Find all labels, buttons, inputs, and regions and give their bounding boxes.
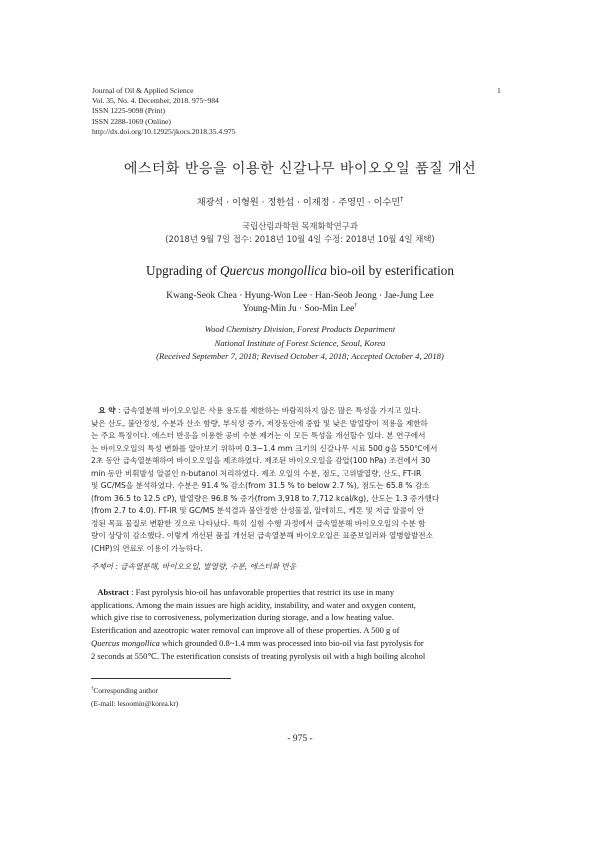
page-number-bottom: - 975 -: [287, 734, 313, 744]
abstract-ko-line: (from 2.7 to 4.0). FT-IR 및 GC/MS 분석결과 불안정한 산성물질, 알데히드, 케톤 및 저급 알콜이 안: [91, 506, 425, 516]
authors-korean: [0, 194, 600, 208]
footnote-mark: †: [91, 686, 94, 692]
corresponding-mark: †: [400, 195, 404, 203]
abstract-ko-line: 량이 상당히 감소했다. 이렇게 개선된 품질 개선된 급속열분해 바이오오일은 표준보일러와 열병합발전소: [91, 531, 433, 541]
title-english-species: Quercus mongollica: [220, 263, 327, 278]
abstract-en-line: 2 seconds at 550℃. The esterification consists of treating pyrolysis oil with a high boiling alcohol: [91, 650, 426, 661]
abstract-ko-line: 정된 목표 물질로 변환한 것으로 나타났다. 특히 실험 수행 과정에서 급속열분해 바이오오일의 수분 함: [91, 518, 426, 528]
affiliation-inst: National Institute of Forest Science, Seoul, Korea: [214, 337, 386, 348]
abstract-ko-line: (from 36.5 to 12.5 cP), 발열량은 96.8 % 증가(from 3,918 to 7,712 kcal/kg), 산도는 1.3 증가했다: [91, 493, 440, 503]
abstract-korean: [91, 405, 511, 556]
footnote-author: [91, 685, 178, 698]
abstract-ko-line: 는 주요 특징이다. 에스터 반응을 이용한 공비 수분 제거는 이 모든 특성을 개선할수 있다. 본 연구에서: [91, 431, 426, 441]
abstract-en-text: which grounded 0.8~1.4 mm was processed into bio-oil via fast pyrolysis for: [161, 637, 424, 648]
issn-online: ISSN 2288-1069 (Online): [92, 116, 171, 126]
journal-name: Journal of Oil & Applied Science: [92, 86, 194, 95]
abstract-ko-line: (CHP)의 연료로 이용이 가능하다.: [91, 544, 203, 554]
footnote-email[interactable]: (E-mail: lesoomin@korea.kr): [91, 698, 179, 708]
affiliation-english: [0, 323, 600, 364]
footnote: [91, 685, 178, 710]
affiliation-korean-name: 국립산림과학원 목재화학연구과: [242, 221, 358, 231]
abstract-en-species: Quercus mongollica: [91, 637, 160, 648]
abstract-en-line: Esterification and azeotropic water removal can improve all of these properties. A 500 g of: [91, 625, 400, 636]
abstract-ko-label: 요 약: [98, 406, 116, 415]
page-number-top: 1: [497, 86, 501, 95]
abstract-en-sep: :: [129, 587, 136, 597]
abstract-en-line: which give rise to corrosiveness, polymerization during storage, and a low heating value.: [91, 612, 394, 623]
authors-english-line2-wrap: [0, 303, 600, 316]
abstract-en-text: Fast pyrolysis bio-oil has unfavorable properties that restrict its use in many: [135, 587, 395, 597]
affiliation-dept: Wood Chemistry Division, Forest Products Department: [204, 324, 396, 334]
doi-link[interactable]: http://dx.doi.org/10.12925/jkocs.2018.35.4.975: [92, 126, 236, 136]
abstract-en-label: Abstract: [97, 587, 130, 597]
affiliation-korean: [0, 220, 600, 246]
footnote-rule: [91, 678, 231, 679]
abstract-ko-line: 2초 동안 급속열분해하여 바이오오일을 제조하였다. 제조된 바이오오일을 감압(100 hPa) 조건에서 30: [91, 456, 431, 466]
abstract-english: [91, 586, 511, 662]
journal-header: [92, 86, 512, 137]
authors-english-line2: Young-Min Ju · Soo-Min Lee: [242, 303, 355, 314]
dates-english: (Received September 7, 2018; Revised October 4, 2018; Accepted October 4, 2018): [156, 351, 444, 362]
abstract-en-line: [91, 586, 511, 599]
authors-korean-names: 채광석 · 이형원 · 정한섭 · 이재정 · 주영민 · 이수민: [196, 197, 401, 208]
abstract-ko-text: 급속열분해 바이오오일은 사용 용도를 제한하는 바람직하지 않은 많은 특성을 가지고 있다.: [122, 406, 421, 415]
title-english-post: bio-oil by esterification: [326, 263, 454, 278]
corresponding-mark-en: †: [354, 302, 358, 309]
abstract-ko-line: [91, 405, 511, 418]
authors-english: [0, 290, 600, 316]
abstract-ko-sep: :: [115, 406, 123, 415]
issn-print: ISSN 1225-9098 (Print): [92, 106, 165, 116]
abstract-en-line: [91, 637, 511, 650]
abstract-ko-line: 낮은 산도, 불안정성, 수분과 산소 함량, 부식성 증가, 저장동안에 중합 및 낮은 발열량이 적용을 제한하: [91, 418, 428, 428]
dates-korean: (2018년 9월 7일 접수: 2018년 10월 4일 수정: 2018년 10월 4일 채택): [165, 233, 435, 244]
journal-volume: Vol. 35, No. 4. December, 2018. 975~984: [92, 96, 219, 106]
abstract-ko-line: 는 바이오오일의 특성 변화를 알아보기 위하여 0.3~1.4 mm 크기의 신갈나무 시료 500 g을 550℃에서: [91, 443, 438, 453]
abstract-ko-line: 및 GC/MS을 분석하였다. 수분은 91.4 % 감소(from 31.5 % to below 2.7 %), 점도는 65.8 % 감소: [91, 481, 430, 491]
title-english-pre: Upgrading of: [146, 263, 221, 278]
title-english: [0, 263, 600, 279]
abstract-en-line: applications. Among the main issues are high acidity, instability, and water and oxygen content,: [91, 599, 416, 610]
abstract-ko-line: min 동안 비휘발성 알콜인 n-butanol 처리하였다. 제조 오일의 수분, 점도, 고위발열량, 산도, FT-IR: [91, 468, 422, 478]
authors-english-line1: Kwang-Seok Chea · Hyung-Won Lee · Han-Seob Jeong · Jae-Jung Lee: [166, 291, 434, 301]
keywords-korean: 주제어 : 급속열분해, 바이오오일, 발열량, 수분, 에스터화 반응: [91, 562, 297, 571]
title-korean: 에스터화 반응을 이용한 신갈나무 바이오오일 품질 개선: [123, 161, 477, 177]
footnote-label: Corresponding author: [93, 686, 159, 695]
